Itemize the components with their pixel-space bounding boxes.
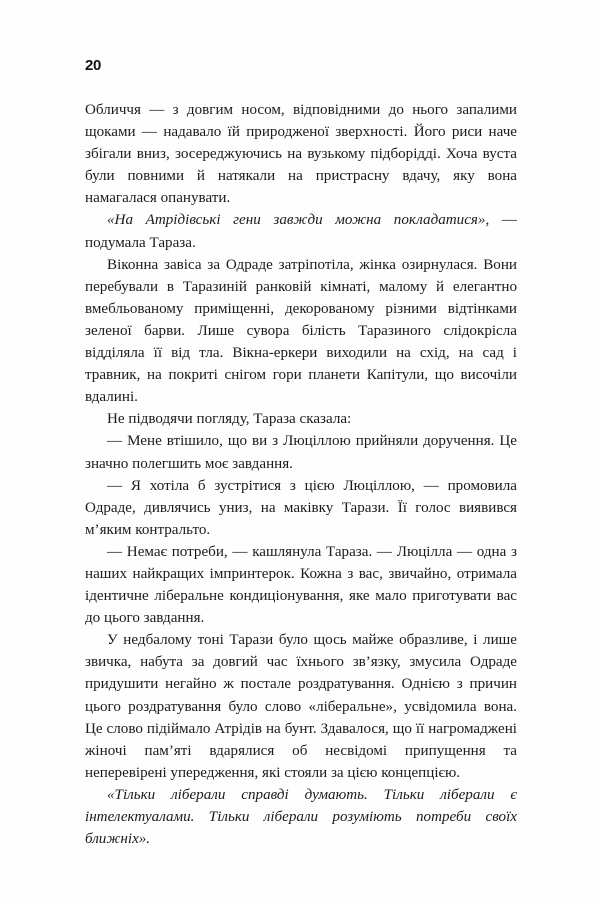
paragraph (85, 209, 517, 253)
paragraph-italic-quote: «Тільки ліберали справді думають. Тільки ліберали є інтелектуалами. Тільки ліберали розуміють потреби своїх ближніх». (85, 786, 517, 848)
paragraph: — Немає потреби, — кашлянула Тараза. — Люцілла — одна з наших найкращих імпринтерок. Кожна з вас, звичайно, отримала ідентичне ліберальне кондиціонування, яке мало приготувати вас до цього завдання. (85, 543, 517, 627)
paragraph: У недбалому тоні Тарази було щось майже образливе, і лише звичка, набута за довгий час їхнього зв’язку, змусила Одраде придушити негайно ж постале роздратування. Однією з причин цього роздратування було слово «ліберальне», усвідомила вона. Це слово підіймало Атрідів на бунт. Здавалося, що її нагромаджені жіночі пам’яті вдарялися об несвідомі припущення та неперевірені упередження, які стояли за цією концепцією. (85, 632, 517, 781)
page-number: 20 (85, 57, 102, 74)
paragraph: Обличчя — з довгим носом, відповідними до нього запалими щоками — надавало їй природженої зверхності. Його риси наче збігали вниз, зосереджуючись на вузькому підборідді. Хоча вуста були повними й натякали на пристрасну вдачу, яку вона намагалася опанувати. (85, 102, 517, 207)
paragraph-tail: , — подумала Тараза. (85, 212, 517, 251)
paragraph: Віконна завіса за Одраде затріпотіла, жінка озирнулася. Вони перебували в Таразиній ранковій кімнаті, малому й елегантно вмебльованому приміщенні, декорованому різними відтінками зеленої барви. Лише сувора білість Таразиного слідокрісла відділяла її від тла. Вікна-еркери виходили на схід, на сад і травник, на покриті снігом гори планети Капітули, що височіли вдалині. (85, 256, 517, 406)
paragraph: Не підводячи погляду, Тараза сказала: (107, 411, 352, 428)
paragraph: — Мене втішило, що ви з Люціллою прийняли доручення. Це значно полегшить моє завдання. (85, 433, 517, 472)
italic-quote: «На Атрідівські гени завжди можна покладатися» (107, 212, 486, 229)
text-block (85, 99, 517, 850)
paragraph: — Я хотіла б зустрітися з цією Люціллою, — промовила Одраде, дивлячись униз, на маківку Тарази. Її голос виявився м’яким контральто. (85, 477, 517, 538)
